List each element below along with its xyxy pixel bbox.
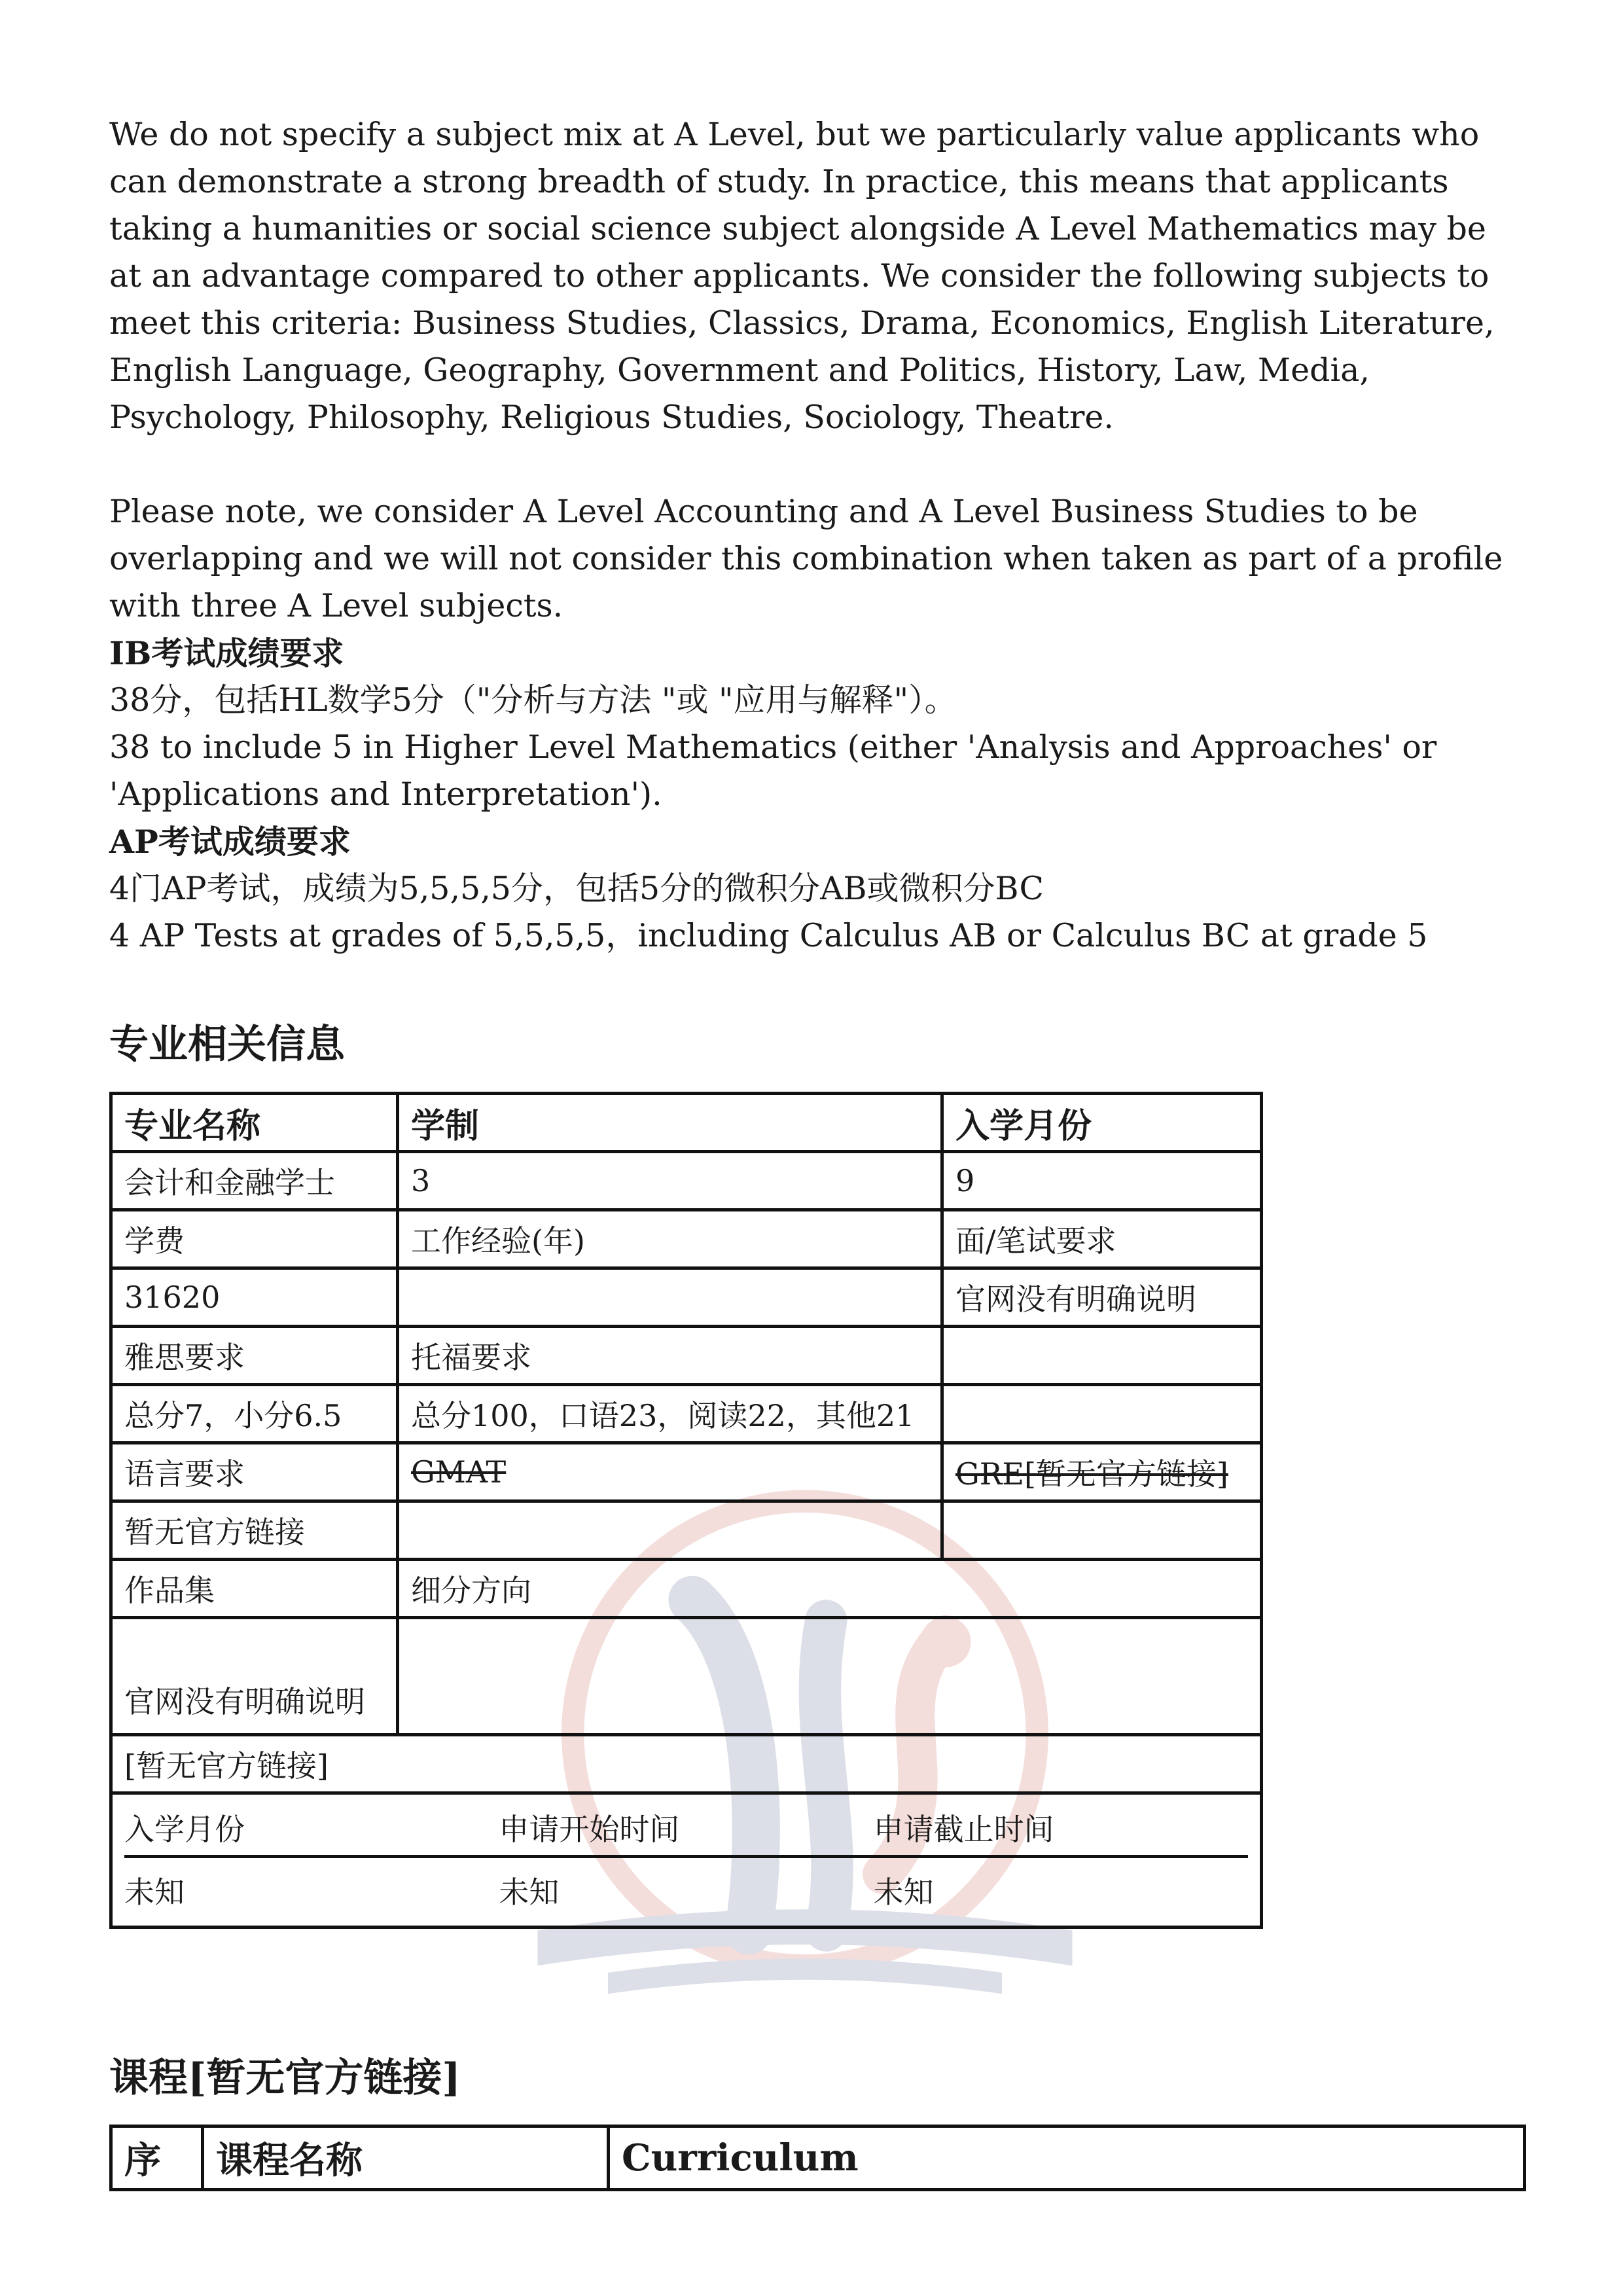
dates-value-row <box>124 1863 1248 1918</box>
language-value: 暂无官方链接 <box>111 1501 398 1560</box>
table-row <box>111 2126 1525 2190</box>
work-experience-value <box>398 1268 942 1327</box>
table-row <box>111 1793 1262 1928</box>
major-section-title: 专业相关信息 <box>109 1022 345 1067</box>
direction-value <box>398 1618 1262 1735</box>
gmat-label: GMAT <box>398 1443 942 1501</box>
table-row <box>111 1501 1262 1560</box>
major-info-table <box>109 1092 1263 1929</box>
dates-intake-value: 未知 <box>124 1874 185 1910</box>
gre-value <box>942 1501 1262 1560</box>
courses-section-title: 课程[暂无官方链接] <box>109 2055 461 2101</box>
ielts-value: 总分7，小分6.5 <box>111 1385 398 1443</box>
dates-start-label: 申请开始时间 <box>499 1812 680 1847</box>
dates-deadline-value: 未知 <box>873 1874 934 1910</box>
application-dates-cell <box>111 1793 1262 1928</box>
table-row <box>111 1735 1262 1793</box>
table-row <box>111 1094 1262 1152</box>
table-row <box>111 1443 1262 1501</box>
interview-value: 官网没有明确说明 <box>942 1268 1262 1327</box>
dates-intake-label: 入学月份 <box>124 1812 245 1847</box>
table-row <box>111 1618 1262 1735</box>
language-label: 语言要求 <box>111 1443 398 1501</box>
table-row <box>111 1268 1262 1327</box>
gmat-value <box>398 1501 942 1560</box>
header-duration: 学制 <box>398 1094 942 1152</box>
toefl-value: 总分100，口语23，阅读22，其他21 <box>398 1385 942 1443</box>
tuition-label: 学费 <box>111 1210 398 1268</box>
header-course-name: 课程名称 <box>203 2126 609 2190</box>
empty-cell <box>942 1327 1262 1385</box>
header-curriculum: Curriculum <box>609 2126 1525 2190</box>
dates-deadline-label: 申请截止时间 <box>873 1812 1054 1847</box>
toefl-label: 托福要求 <box>398 1327 942 1385</box>
courses-table <box>109 2125 1526 2191</box>
ap-requirement-en: 4 AP Tests at grades of 5,5,5,5，including Calculus AB or Calculus BC at grade 5 <box>109 917 1428 954</box>
portfolio-value: 官网没有明确说明 <box>111 1618 398 1735</box>
ib-requirement-zh: 38分，包括HL数学5分（"分析与方法 "或 "应用与解释"）。 <box>109 681 957 719</box>
portfolio-label: 作品集 <box>111 1560 398 1618</box>
table-row <box>111 1327 1262 1385</box>
duration-value: 3 <box>398 1152 942 1210</box>
direction-label: 细分方向 <box>398 1560 1262 1618</box>
major-name: 会计和金融学士 <box>111 1152 398 1210</box>
intake-month-value: 9 <box>942 1152 1262 1210</box>
header-intake-month: 入学月份 <box>942 1094 1262 1152</box>
header-course-no: 序 <box>111 2126 203 2190</box>
link-note: [暂无官方链接] <box>111 1735 1262 1793</box>
ib-requirement-en-2: 'Applications and Interpretation'). <box>109 776 662 813</box>
table-row <box>111 1210 1262 1268</box>
empty-cell <box>942 1385 1262 1443</box>
interview-label: 面/笔试要求 <box>942 1210 1262 1268</box>
subject-mix-paragraph: We do not specify a subject mix at A Level, but we particularly value applicants who can demonstrate a strong breadth of study. In practice, this means that applicants taking a humanities or social science subject alongside A Level Mathematics may be at an advantage compared to other applicants. We consider the following subjects to meet this criteria: Business Studies, Classics, Drama, Economics, English Literature, English Language, Geography, Government and Politics, History, Law, Media, Psychology, Philosophy, Religious Studies, Sociology, Theatre. <box>109 116 1495 436</box>
ielts-label: 雅思要求 <box>111 1327 398 1385</box>
table-row <box>111 1560 1262 1618</box>
gre-label: GRE[暂无官方链接] <box>942 1443 1262 1501</box>
header-major-name: 专业名称 <box>111 1094 398 1152</box>
dates-header-row <box>124 1800 1248 1858</box>
ap-requirement-zh: 4门AP考试，成绩为5,5,5,5分，包括5分的微积分AB或微积分BC <box>109 870 1044 907</box>
ap-heading: AP考试成绩要求 <box>109 823 351 861</box>
application-dates <box>113 1795 1260 1926</box>
ib-heading: IB考试成绩要求 <box>109 634 344 672</box>
ib-requirement-en-1: 38 to include 5 in Higher Level Mathematics (either 'Analysis and Approaches' or <box>109 728 1437 766</box>
tuition-value: 31620 <box>111 1268 398 1327</box>
dates-start-value: 未知 <box>499 1874 560 1910</box>
work-experience-label: 工作经验(年) <box>398 1210 942 1268</box>
table-row <box>111 1152 1262 1210</box>
table-row <box>111 1385 1262 1443</box>
overlap-note-paragraph: Please note, we consider A Level Accounting and A Level Business Studies to be overlapping and we will not consider this combination when taken as part of a profile with three A Level subjects. <box>109 493 1503 624</box>
